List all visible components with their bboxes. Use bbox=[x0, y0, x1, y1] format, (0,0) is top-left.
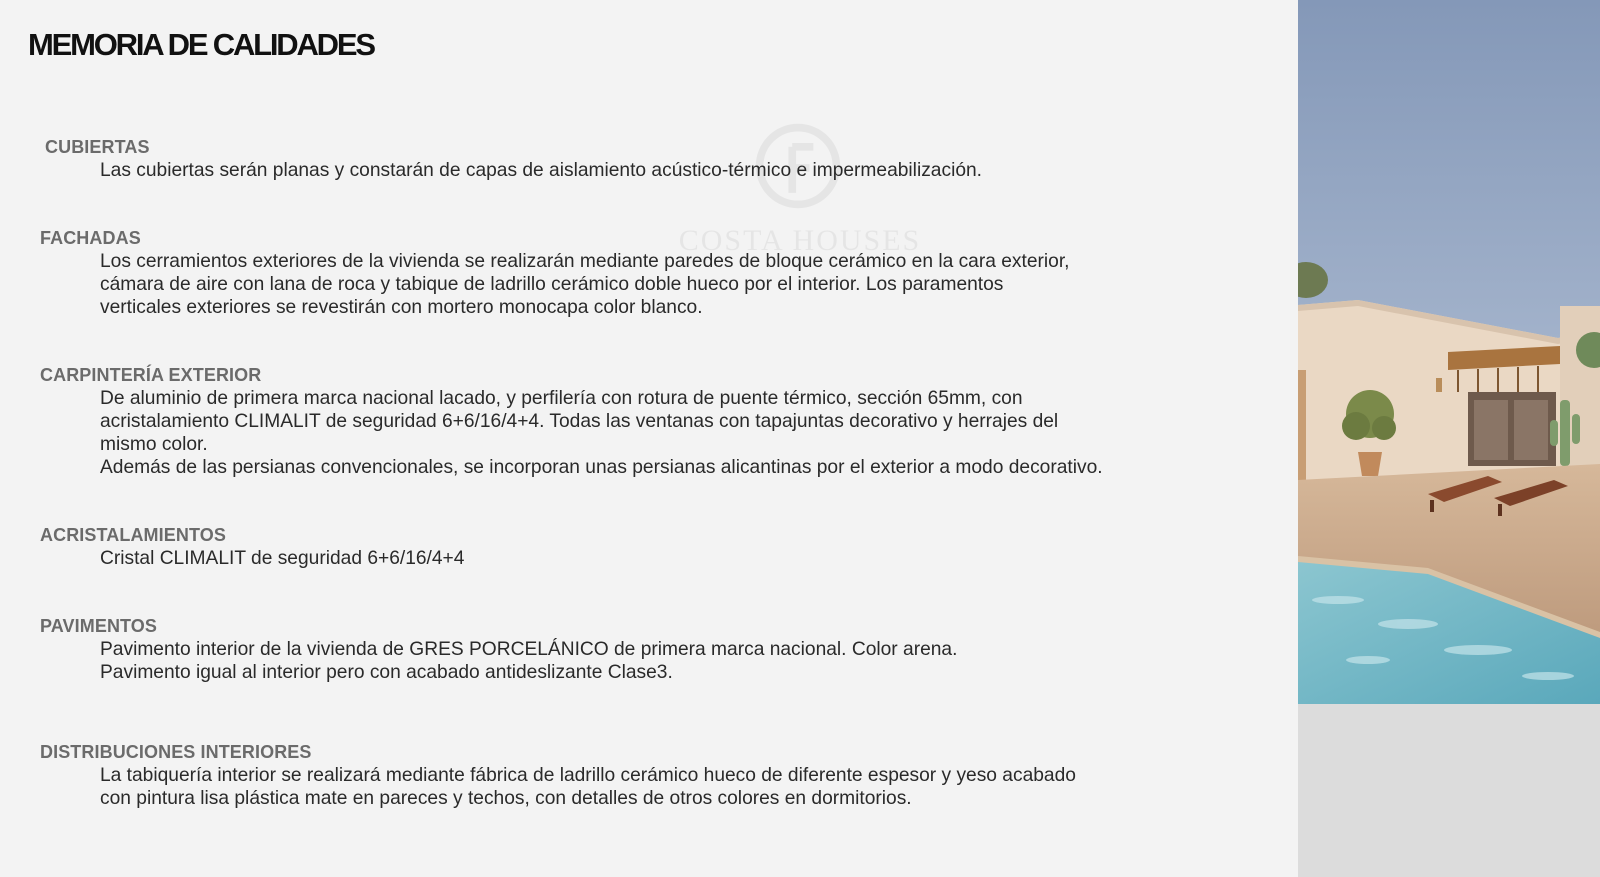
section-line: mismo color. bbox=[100, 434, 208, 455]
villa-render-image bbox=[1298, 0, 1600, 877]
watermark bbox=[660, 118, 940, 268]
section-line: Los cerramientos exteriores de la vivienda se realizarán mediante paredes de bloque cerámico en la cara exterior, bbox=[100, 251, 1070, 272]
section-line: cámara de aire con lana de roca y tabique de ladrillo cerámico doble hueco por el interior. Los paramentos bbox=[100, 274, 1004, 295]
section-line: acristalamiento CLIMALIT de seguridad 6+6/16/4+4. Todas las ventanas con tapajuntas decorativo y herrajes del bbox=[100, 411, 1059, 432]
section-body bbox=[100, 547, 1280, 570]
section-body bbox=[100, 250, 1280, 319]
section-line: De aluminio de primera marca nacional lacado, y perfilería con rotura de puente térmico, sección 65mm, con bbox=[100, 388, 1023, 409]
section-heading: FACHADAS bbox=[40, 228, 141, 248]
section-line: La tabiquería interior se realizará mediante fábrica de ladrillo cerámico hueco de diferente espesor y yeso acabado bbox=[100, 765, 1076, 786]
section-heading: DISTRIBUCIONES INTERIORES bbox=[40, 742, 312, 762]
section-body bbox=[100, 638, 1280, 684]
page-title: MEMORIA DE CALIDADES bbox=[28, 27, 374, 62]
section-line: Cristal CLIMALIT de seguridad 6+6/16/4+4 bbox=[100, 548, 465, 569]
section-heading: ACRISTALAMIENTOS bbox=[40, 525, 226, 545]
watermark-brand: COSTA HOUSES bbox=[678, 224, 922, 257]
section-line: con pintura lisa plástica mate en pareces y techos, con detalles de otros colores en dormitorios. bbox=[100, 788, 912, 809]
section-heading: PAVIMENTOS bbox=[40, 616, 158, 636]
section-body bbox=[100, 387, 1280, 479]
section-body bbox=[100, 159, 1280, 182]
section-heading: CARPINTERÍA EXTERIOR bbox=[40, 365, 262, 385]
section-line: Pavimento interior de la vivienda de GRES PORCELÁNICO de primera marca nacional. Color arena. bbox=[100, 639, 958, 660]
section-line: Además de las persianas convencionales, se incorporan unas persianas alicantinas por el exterior a modo decorativo. bbox=[100, 457, 1103, 478]
section-line: verticales exteriores se revestirán con mortero monocapa color blanco. bbox=[100, 297, 703, 318]
section-body bbox=[100, 764, 1280, 810]
photo-panel bbox=[1298, 0, 1600, 877]
section-line: Pavimento igual al interior pero con acabado antideslizante Clase3. bbox=[100, 662, 673, 683]
section-line: Las cubiertas serán planas y constarán de capas de aislamiento acústico-térmico e impermeabilización. bbox=[100, 160, 983, 181]
section-heading: CUBIERTAS bbox=[45, 137, 150, 157]
